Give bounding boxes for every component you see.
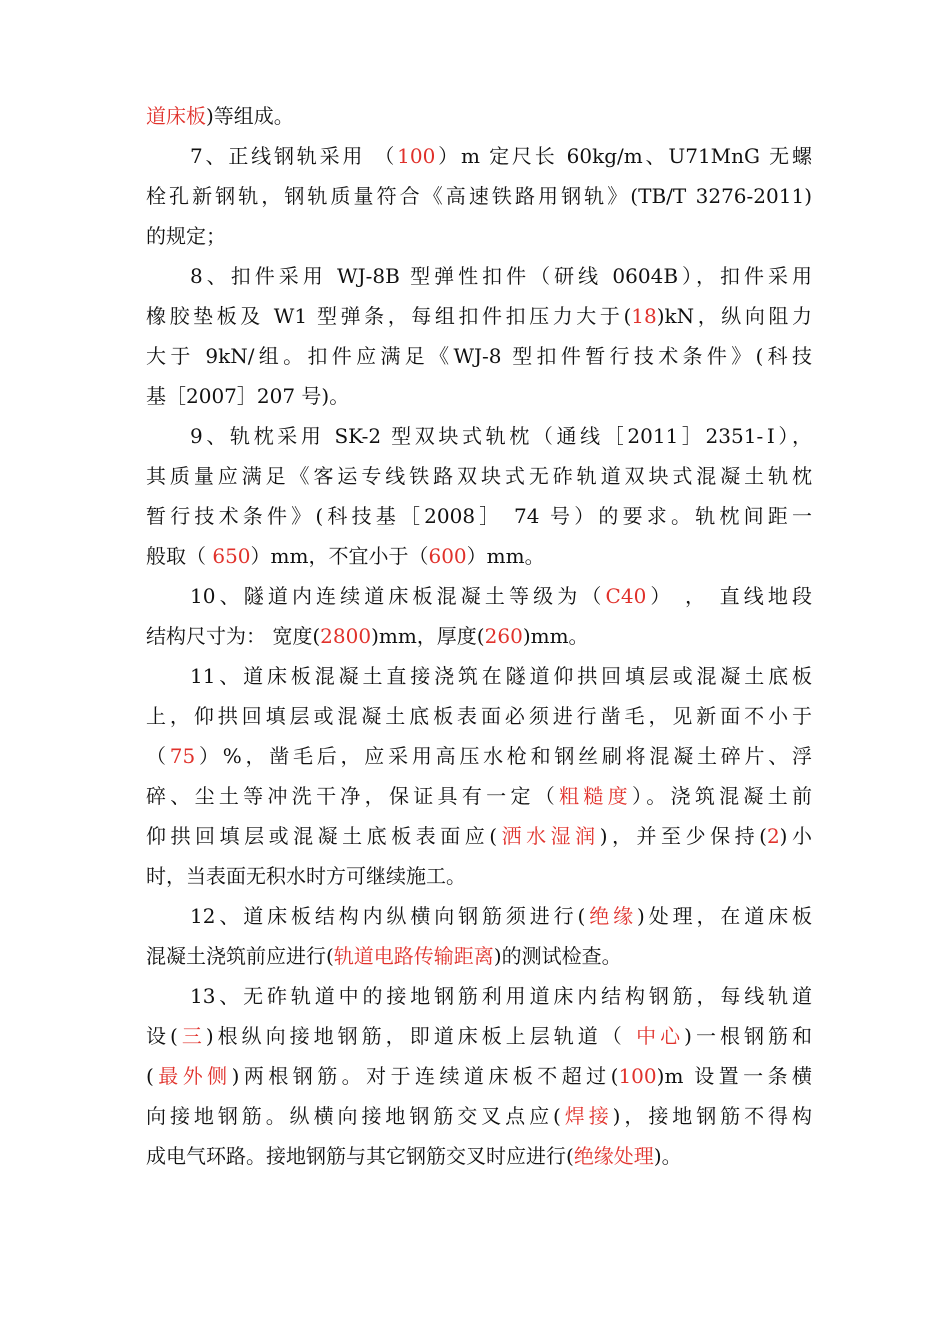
answer-text: 260 [484,624,523,648]
text-line [146,856,812,896]
text-line [146,576,812,616]
text-line [146,336,812,376]
body-text: 时，当表面无积水时方可继续施工。 [146,864,466,888]
body-text: )，并至少保持( [599,824,767,848]
body-text: （ [146,744,170,768]
answer-text: 粗糙度 [559,784,632,808]
body-text: )。 [653,1144,682,1168]
text-line [146,896,812,936]
body-text: 栓孔新钢轨，钢轨质量符合《高速铁路用钢轨》(TB/T 3276-2011) [146,184,812,208]
answer-text: 2800 [320,624,372,648]
answer-text: 中心 [636,1024,685,1048]
text-line [146,1056,812,1096]
answer-text: 18 [631,304,657,328]
answer-text: 100 [397,144,436,168]
answer-text: 洒水湿润 [497,824,600,848]
text-line [146,616,812,656]
text-line [146,136,812,176]
text-line [146,216,812,256]
text-line [146,176,812,216]
body-text: 仰拱回填层或混凝土底板表面应( [146,824,498,848]
body-text: 11、道床板混凝土直接浇筑在隧道仰拱回填层或混凝土底板 [190,664,812,688]
body-text: 碎、尘土等冲洗干净，保证具有一定（ [146,784,560,808]
body-text: 般取（ [146,544,213,568]
body-text: 向接地钢筋。纵横向接地钢筋交叉点应( [146,1104,561,1128]
answer-text: 轨道电路传输距离 [333,944,494,968]
body-text: 暂行技术条件》(科技基［2008］ 74 号）的要求。轨枕间距一 [146,504,812,528]
answer-text: 最外侧 [153,1064,232,1088]
answer-text: 600 [428,544,467,568]
body-text: 10、隧道内连续道床板混凝土等级为（ [190,584,606,608]
body-text: 结构尺寸为： 宽度( [146,624,321,648]
body-text: 基［2007］207 号)。 [146,384,350,408]
text-line [146,256,812,296]
body-text: ）m 定尺长 60kg/m、U71MnG 无螺 [435,144,812,168]
text-line [146,736,812,776]
answer-text: 焊接 [560,1104,613,1128]
body-text: 7、正线钢轨采用 （ [190,144,398,168]
answer-text: 三 [177,1024,206,1048]
text-line [146,1096,812,1136]
text-line [146,376,812,416]
body-text: 12、道床板结构内纵横向钢筋须进行( [190,904,586,928]
text-line [146,96,812,136]
body-text: 上，仰拱回填层或混凝土底板表面必须进行凿毛，见新面不小于 [146,704,812,728]
body-text: )小 [779,824,812,848]
body-text: ）mm，不宜小于（ [250,544,429,568]
body-text: )的测试检查。 [493,944,622,968]
answer-text: C40 [605,584,647,608]
body-text: ）mm。 [466,544,545,568]
body-text: )mm，厚度( [371,624,485,648]
body-text: )一根钢筋和 [684,1024,812,1048]
body-text: 设( [146,1024,178,1048]
answer-text: 75 [169,744,196,768]
answer-text: 绝缘处理 [573,1144,654,1168]
body-text: )kN，纵向阻力 [656,304,812,328]
body-text: ）%，凿毛后，应采用高压水枪和钢丝刷将混凝土碎片、浮 [195,744,812,768]
body-text: 13、无砟轨道中的接地钢筋利用道床内结构钢筋，每线轨道 [190,984,812,1008]
body-text: 9、轨枕采用 SK-2 型双块式轨枕（通线［2011］2351-Ⅰ）， [190,424,812,448]
text-line [146,536,812,576]
text-line [146,416,812,456]
body-text: ） ， 直线地段 [646,584,812,608]
body-text: 橡胶垫板及 W1 型弹条，每组扣件扣压力大于( [146,304,632,328]
body-text: )mm。 [522,624,589,648]
text-line [146,656,812,696]
body-text: 混凝土浇筑前应进行( [146,944,334,968]
body-text: ( [146,1064,154,1088]
text-line [146,776,812,816]
body-text: 成电气环路。接地钢筋与其它钢筋交叉时应进行( [146,1144,574,1168]
text-line [146,1016,812,1056]
answer-text: 2 [766,824,780,848]
text-line [146,296,812,336]
body-text: ）。浇筑混凝土前 [631,784,812,808]
body-text: 的规定； [146,224,226,248]
text-line [146,696,812,736]
body-text: )两根钢筋。对于连续道床板不超过( [231,1064,619,1088]
text-line [146,456,812,496]
answer-text: 绝缘 [585,904,638,928]
text-line [146,816,812,856]
body-text: )m 设置一条横 [656,1064,812,1088]
text-line [146,1136,812,1176]
answer-text: 100 [618,1064,657,1088]
answer-text: 道床板 [146,104,206,128]
body-text: 大于 9kN/组。扣件应满足《WJ-8 型扣件暂行技术条件》(科技 [146,344,812,368]
document-body [146,96,812,1176]
text-line [146,976,812,1016]
body-text: 8、扣件采用 WJ-8B 型弹性扣件（研线 0604B），扣件采用 [190,264,812,288]
text-line [146,496,812,536]
body-text: 其质量应满足《客运专线铁路双块式无砟轨道双块式混凝土轨枕 [146,464,812,488]
body-text: )，接地钢筋不得构 [612,1104,812,1128]
text-line [146,936,812,976]
body-text: )处理，在道床板 [637,904,812,928]
answer-text: 650 [212,544,251,568]
body-text: )等组成。 [206,104,294,128]
body-text: )根纵向接地钢筋，即道床板上层轨道（ [205,1024,637,1048]
